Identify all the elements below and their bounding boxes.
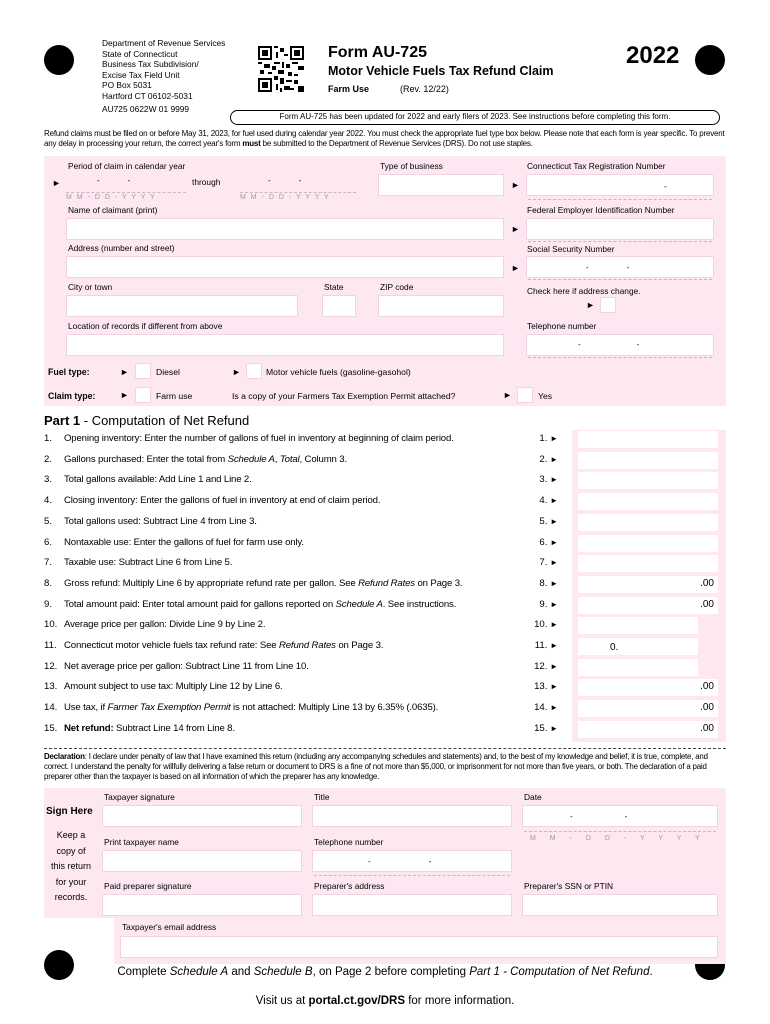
line-amount-input[interactable] [578, 452, 718, 469]
sign-here-label: Sign Here [46, 806, 93, 817]
arrow-icon: ► [550, 537, 558, 547]
line-description: Opening inventory: Enter the number of gallons of fuel in inventory at beginning of claim period. [64, 433, 454, 444]
part1-title-rest: - Computation of Net Refund [80, 413, 250, 428]
line-number: 4. [44, 495, 53, 507]
form-subtitle: Motor Vehicle Fuels Tax Refund Claim [328, 64, 554, 78]
line-ref: 15. [534, 722, 548, 734]
line-number: 10. [44, 619, 58, 631]
arrow-icon: ► [511, 224, 520, 234]
part1-title-bold: Part 1 [44, 413, 81, 428]
intro-text: be submitted to the Department of Revenue Services (DRS). Do not use staples. [260, 139, 533, 148]
line-ref-number [528, 661, 558, 672]
line-amount-input[interactable] [578, 576, 718, 593]
line-ref-number [528, 578, 558, 589]
line-ref: 12. [534, 660, 548, 672]
agency-line: State of Connecticut [102, 48, 178, 59]
period-end-input[interactable] [240, 174, 356, 192]
agency-line: Excise Tax Field Unit [102, 69, 180, 80]
part1-line [44, 537, 564, 548]
footer-instruction [0, 966, 770, 978]
date-hint: M M - D D - Y Y Y Y [66, 194, 157, 201]
agency-line: Hartford CT 06102-5031 [102, 90, 193, 101]
preparer-ssn-input[interactable] [522, 894, 718, 916]
line-ref: 1. [539, 433, 548, 444]
line-ref-number [528, 599, 558, 610]
keep-note-line: Keep a [56, 830, 86, 840]
dash: - [626, 263, 630, 272]
dash: - [97, 176, 100, 185]
date-sep [570, 812, 627, 821]
line-description: Amount subject to use tax: Multiply Line 12 by Line 6. [64, 681, 283, 693]
diesel-checkbox[interactable] [135, 363, 151, 379]
footer-text: , on Page 2 before completing [312, 966, 470, 978]
ssn-underline [528, 279, 712, 280]
line-description: Use tax, if Farmer Tax Exemption Permit is not attached: Multiply Line 13 by 6.35% (.0635). [64, 702, 439, 714]
line-ref-number [528, 474, 558, 485]
preparer-ssn-label: Preparer's SSN or PTIN [524, 881, 614, 891]
address-input[interactable] [66, 256, 504, 278]
registration-mark-top-left [44, 45, 74, 75]
agency-line: Department of Revenue Services [102, 38, 226, 48]
dash: - [268, 176, 271, 185]
line-number: 11. [44, 640, 57, 651]
line-ref-number [528, 723, 558, 734]
ssn-sep [586, 263, 629, 272]
line-amount-input[interactable] [578, 617, 698, 634]
telephone-underline [528, 357, 712, 358]
arrow-icon: ► [550, 578, 558, 588]
part1-title [44, 413, 249, 428]
type-of-business-label: Type of business [380, 161, 443, 171]
line-number: 8. [44, 577, 53, 589]
arrow-icon: ► [550, 558, 558, 568]
farm-use-label: Farm use [156, 391, 193, 401]
line-description: Connecticut motor vehicle fuels tax refund rate: See Refund Rates on Page 3. [64, 640, 384, 651]
arrow-icon: ► [120, 367, 129, 377]
arrow-icon: ► [550, 475, 558, 485]
part1-line [44, 516, 564, 527]
footer-text: . [649, 966, 653, 978]
line-ref-number [528, 433, 558, 444]
arrow-icon: ► [550, 599, 558, 609]
footer-part1: Part 1 - Computation of Net Refund [469, 966, 650, 978]
ct-registration-underline [528, 199, 712, 200]
part1-line [44, 433, 564, 444]
arrow-icon: ► [550, 434, 558, 443]
line-number: 9. [44, 598, 53, 610]
line-number: 7. [44, 557, 53, 569]
sign-telephone-label: Telephone number [314, 837, 384, 847]
part1-line [44, 557, 564, 568]
line-amount-input[interactable] [578, 700, 718, 717]
footer-visit [0, 995, 770, 1007]
taxpayer-signature-label: Taxpayer signature [104, 792, 175, 802]
line-ref-number [528, 537, 558, 548]
fein-label: Federal Employer Identification Number [527, 205, 675, 215]
line-amount-input[interactable] [578, 555, 718, 572]
line-cents: .00 [700, 598, 714, 610]
line-description: Closing inventory: Enter the gallons of fuel in inventory at end of claim period. [64, 495, 381, 507]
line-cents: .00 [700, 577, 714, 589]
date-label: Date [524, 792, 542, 802]
line-description: Total amount paid: Enter total amount paid for gallons reported on Schedule A. See instructions. [64, 598, 457, 610]
arrow-icon: ► [550, 620, 558, 630]
line-number: 6. [44, 536, 53, 548]
declaration-text: : I declare under penalty of law that I have examined this return (including any accompanying schedules and statements) and, to the best of my knowledge and belief, it is true, complete, and correct. I understand the penalty for willfully delivering a false return or document to DRS is a fine of not more than $5,000, or imprisonment for not more than five years, or both. The declaration of a paid preparer other than the taxpayer is based on all information of which the preparer has any knowledge. [44, 752, 708, 781]
line-description: Gross refund: Multiply Line 6 by appropriate refund rate per gallon. See Refund Rates on Page 3. [64, 577, 463, 589]
update-notice [230, 110, 720, 125]
date-to-underline [240, 192, 356, 193]
line-ref: 2. [539, 453, 548, 465]
through-label: through [192, 177, 221, 187]
line-number: 3. [44, 474, 53, 486]
line-ref-number [528, 681, 558, 692]
telephone-sep [578, 340, 639, 349]
email-label: Taxpayer's email address [122, 922, 217, 932]
ssn-label: Social Security Number [527, 244, 615, 254]
part1-line [44, 681, 564, 692]
line-description: Nontaxable use: Enter the gallons of fuel for farm use only. [64, 536, 304, 548]
part1-line [44, 619, 564, 630]
dash: - [578, 340, 581, 349]
date-from-underline [66, 192, 186, 193]
footer-text: Visit us at [255, 995, 309, 1007]
keep-note-line: copy of [56, 845, 86, 856]
line-number: 13. [44, 681, 58, 693]
footer-url-link[interactable]: portal.ct.gov/DRS [308, 995, 406, 1007]
line-number: 1. [44, 433, 53, 444]
declaration [44, 752, 726, 781]
state-label: State [324, 282, 344, 292]
footer-schedule-a: Schedule A [169, 966, 229, 978]
declaration-rule [44, 748, 726, 749]
arrow-icon: ► [52, 178, 61, 188]
fuel-type-label: Fuel type: [48, 367, 90, 377]
line-ref-number [528, 495, 558, 506]
permit-yes-checkbox[interactable] [517, 387, 533, 403]
arrow-icon: ► [503, 390, 512, 400]
diesel-label: Diesel [156, 367, 180, 377]
address-change-label: Check here if address change. [527, 286, 641, 296]
footer-schedule-b: Schedule B [253, 966, 313, 978]
line-ref-number [528, 516, 558, 527]
zip-label: ZIP code [380, 282, 414, 292]
gasohol-label: Motor vehicle fuels (gasoline-gasohol) [266, 367, 411, 377]
dash: - [570, 812, 573, 821]
arrow-icon: ► [550, 454, 558, 464]
date-hint: M M - D D - Y Y Y Y [240, 194, 331, 201]
line-cents: .00 [700, 681, 714, 693]
ct-registration-input[interactable] [526, 174, 714, 196]
taxpayer-signature-input[interactable] [102, 805, 302, 827]
part1-line [44, 702, 564, 713]
intro-emphasis: must [242, 139, 261, 148]
line-description: Average price per gallon: Divide Line 9 by Line 2. [64, 619, 266, 631]
line-ref: 11. [534, 640, 548, 651]
line-ref: 13. [534, 681, 548, 693]
line-ref-number [528, 640, 558, 651]
email-input[interactable] [120, 936, 718, 958]
revision-date: (Rev. 12/22) [400, 84, 449, 94]
footer-text: and [228, 966, 254, 978]
line-ref: 5. [539, 515, 548, 527]
permit-yes-label: Yes [538, 391, 553, 401]
part1-line [44, 599, 564, 610]
part1-line [44, 640, 564, 651]
footer-text: Complete [117, 966, 170, 978]
line-ref-number [528, 702, 558, 713]
dash: - [368, 857, 371, 866]
line-amount-input[interactable] [578, 472, 718, 489]
sign-telephone-sep [368, 857, 431, 866]
ct-registration-sep: - [664, 182, 667, 191]
preparer-address-label: Preparer's address [314, 881, 385, 891]
line-description: Net refund: Subtract Line 14 from Line 8. [64, 722, 235, 734]
dash: - [428, 857, 432, 866]
footer-text: for more information. [405, 995, 515, 1007]
line-number: 12. [44, 660, 58, 672]
arrow-icon: ► [550, 641, 558, 650]
print-name-label: Print taxpayer name [104, 837, 179, 847]
line-amount-input[interactable] [578, 638, 698, 655]
line-ref: 8. [539, 577, 548, 589]
arrow-icon: ► [550, 496, 558, 506]
line-description: Net average price per gallon: Subtract Line 11 from Line 10. [64, 660, 309, 672]
arrow-icon: ► [550, 703, 558, 713]
period-label: Period of claim in calendar year [68, 161, 186, 171]
title-label: Title [314, 792, 330, 802]
arrow-icon: ► [550, 516, 558, 526]
line-ref: 7. [539, 557, 548, 569]
dash: - [127, 176, 131, 185]
line-number: 5. [44, 515, 53, 527]
arrow-icon: ► [511, 180, 520, 190]
line-amount-input[interactable] [578, 679, 718, 696]
line-amount-input[interactable] [578, 514, 718, 531]
date-underline [524, 831, 716, 832]
line-cents: .00 [700, 702, 714, 714]
part1-line [44, 454, 564, 465]
line-description: Gallons purchased: Enter the total from Schedule A, Total, Column 3. [64, 453, 347, 465]
city-label: City or town [68, 282, 113, 292]
line-ref: 9. [539, 598, 548, 610]
agency-line: Business Tax Subdivision/ [102, 59, 199, 69]
keep-copy-note [44, 828, 98, 906]
preparer-signature-input[interactable] [102, 894, 302, 916]
line11-prefix: 0. [610, 642, 619, 653]
form-title: Form AU-725 [328, 44, 427, 61]
farm-use-label: Farm Use [328, 84, 370, 94]
ct-registration-label: Connecticut Tax Registration Number [527, 161, 666, 171]
form-year: 2022 [626, 42, 680, 69]
filing-instructions [44, 129, 726, 149]
line-ref-number [528, 557, 558, 568]
registration-mark-top-right [695, 45, 725, 75]
date-hint: M M - D D - Y Y Y Y [530, 835, 706, 842]
city-input[interactable] [66, 295, 298, 317]
line-amount-input[interactable] [578, 721, 718, 738]
line-number: 15. [44, 722, 58, 734]
sign-telephone-underline [314, 875, 510, 876]
keep-note-line: this return [50, 861, 92, 871]
dash: - [636, 340, 640, 349]
preparer-signature-label: Paid preparer signature [104, 881, 192, 891]
line-number: 14. [44, 702, 58, 714]
arrow-icon: ► [550, 723, 558, 733]
line-amount-input[interactable] [578, 431, 718, 448]
form-code: AU725 0622W 01 9999 [102, 104, 190, 114]
line-description: Total gallons available: Add Line 1 and Line 2. [64, 474, 252, 486]
line-ref: 10. [534, 619, 548, 631]
part1-line [44, 723, 564, 734]
farm-use-checkbox[interactable] [135, 387, 151, 403]
dash: - [298, 176, 302, 185]
keep-note-line: for your [55, 876, 87, 887]
line-description: Total gallons used: Subtract Line 4 from Line 3. [64, 515, 257, 527]
title-input[interactable] [312, 805, 512, 827]
line-description: Taxable use: Subtract Line 6 from Line 5. [64, 557, 233, 569]
address-change-checkbox[interactable] [600, 297, 616, 313]
part1-line [44, 661, 564, 672]
line-amount-input[interactable] [578, 535, 718, 552]
preparer-address-input[interactable] [312, 894, 512, 916]
line-ref: 4. [539, 495, 548, 507]
records-location-label: Location of records if different from above [68, 321, 223, 331]
gasohol-checkbox[interactable] [246, 363, 262, 379]
line-ref-number [528, 454, 558, 465]
claimant-name-label: Name of claimant (print) [68, 205, 158, 215]
arrow-icon: ► [550, 661, 558, 671]
fein-underline [528, 241, 712, 242]
part1-line [44, 495, 564, 506]
line-ref-number [528, 619, 558, 630]
line-amount-input[interactable] [578, 659, 698, 676]
qr-code-icon [258, 46, 304, 92]
fein-input[interactable] [526, 218, 714, 240]
arrow-icon: ► [550, 682, 558, 692]
claimant-name-input[interactable] [66, 218, 504, 240]
line-ref: 6. [539, 536, 548, 548]
agency-address [102, 38, 225, 115]
line-number: 2. [44, 453, 53, 465]
line-amount-input[interactable] [578, 597, 718, 614]
agency-line: PO Box 5031 [102, 80, 152, 90]
keep-note-line: records. [54, 892, 88, 902]
part1-line [44, 578, 564, 589]
intro-text: Refund claims must be filed on or before May 31, 2023, for fuel used during calendar year 2022. You must check the appropriate fuel type box below. Please note that each form is year specific. To prevent any delay in processing your return, the correct year's form [44, 129, 725, 148]
line-ref: 3. [539, 474, 548, 486]
zip-input[interactable] [378, 295, 504, 317]
type-of-business-input[interactable] [378, 174, 504, 196]
part1-line [44, 474, 564, 485]
update-notice-text: Form AU-725 has been updated for 2022 and early filers of 2023. See instructions before completing this form. [279, 112, 671, 121]
arrow-icon: ► [120, 390, 129, 400]
address-label: Address (number and street) [68, 243, 175, 253]
records-location-input[interactable] [66, 334, 504, 356]
arrow-icon: ► [232, 367, 241, 377]
claim-type-label: Claim type: [48, 391, 96, 401]
period-start-input[interactable] [66, 174, 186, 192]
dash: - [586, 263, 589, 272]
line-cents: .00 [700, 722, 714, 734]
line-amount-input[interactable] [578, 493, 718, 510]
telephone-label: Telephone number [527, 321, 597, 331]
dash: - [624, 812, 628, 821]
permit-question: Is a copy of your Farmers Tax Exemption Permit attached? [232, 391, 456, 401]
line-ref: 14. [534, 702, 548, 714]
arrow-icon: ► [511, 263, 520, 273]
arrow-icon: ► [586, 300, 595, 310]
print-name-input[interactable] [102, 850, 302, 872]
state-input[interactable] [322, 295, 356, 317]
declaration-label: Declaration [44, 752, 85, 761]
